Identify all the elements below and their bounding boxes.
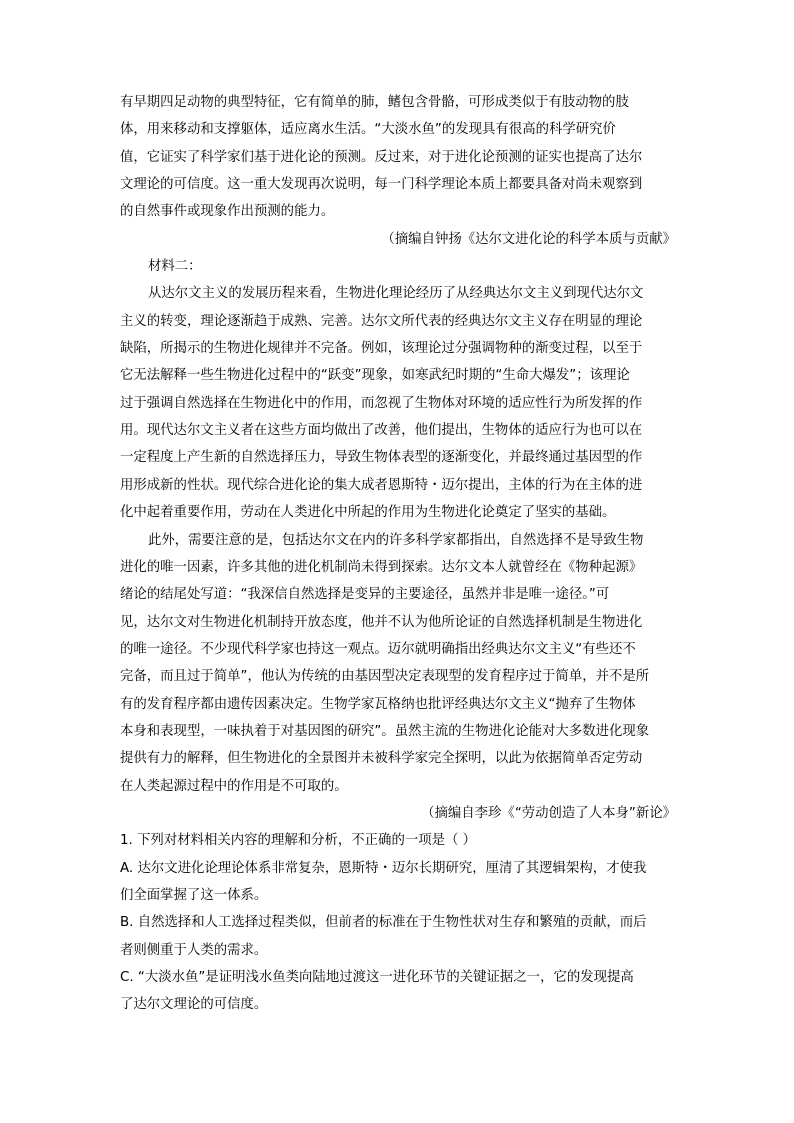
- material-one-tail: [120, 89, 676, 253]
- text-line: 用。现代达尔文主义者在这些方面均做出了改善，他们提出，生物体的适应行为也可以在: [120, 423, 643, 439]
- text-line: 文理论的可信度。这一重大发现再次说明，每一门科学理论本质上都要具备对尚未观察到: [120, 177, 643, 193]
- text-line: 们全面掌握了这一体系。: [120, 887, 268, 903]
- text-line: 有的发育程序都由遗传因素决定。生物学家瓦格纳也批评经典达尔文主义“抛弃了生物体: [120, 696, 636, 712]
- text-line: 体，用来移动和支撑躯体，适应离水生活。“大淡水鱼”的发现具有很高的科学研究价: [120, 122, 616, 138]
- material-two: [120, 253, 676, 827]
- text-line: 见，达尔文对生物进化机制持开放态度，他并不认为他所论证的自然选择机制是生物进化: [120, 614, 643, 630]
- text-line: 此外，需要注意的是，包括达尔文在内的许多科学家都指出，自然选择不是导致生物: [148, 532, 644, 548]
- text-line: 在人类起源过程中的作用是不可取的。: [120, 778, 348, 794]
- text-line: 绪论的结尾处写道：“我深信自然选择是变异的主要途径，虽然并非是唯一途径。”可: [120, 587, 610, 603]
- source-citation: （摘编自李珍《“劳动创造了人本身”新论》: [421, 805, 676, 821]
- paragraph: [120, 280, 676, 526]
- text-line: 者则侧重于人类的需求。: [120, 942, 268, 958]
- question-1: [120, 827, 676, 1018]
- option-b: [120, 909, 676, 964]
- text-line: 值，它证实了科学家们基于进化论的预测。反过来，对于进化论预测的证实也提高了达尔: [120, 149, 643, 165]
- section-heading: 材料二：: [148, 259, 202, 275]
- text-line: 的自然事件或现象作出预测的能力。: [120, 204, 335, 220]
- text-line: 从达尔文主义的发展历程来看，生物进化理论经历了从经典达尔文主义到现代达尔文: [148, 286, 644, 302]
- text-line: 提供有力的解释，但生物进化的全景图并未被科学家完全探明，以此为依据简单否定劳动: [120, 751, 643, 767]
- text-line: 本身和表现型，一味执着于对基因图的研究”。虽然主流的生物进化论能对大多数进化现象: [120, 723, 650, 739]
- option-a: [120, 855, 676, 910]
- question-stem: 1. 下列对材料相关内容的理解和分析，不正确的一项是（ ）: [120, 833, 477, 849]
- option-c: [120, 964, 676, 1019]
- text-line: 进化的唯一因素，许多其他的进化机制尚未得到探索。达尔文本人就曾经在《物种起源》: [120, 559, 643, 575]
- text-line: 化中起着重要作用，劳动在人类进化中所起的作用为生物进化论奠定了坚实的基础。: [120, 505, 616, 521]
- text-line: 缺陷，所揭示的生物进化规律并不完备。例如，该理论过分强调物种的渐变过程，以至于: [120, 341, 643, 357]
- source-citation: （摘编自钟扬《达尔文进化论的科学本质与贡献》: [381, 231, 676, 247]
- text-line: 有早期四足动物的典型特征，它有简单的肺，鳍包含骨骼，可形成类似于有肢动物的肢: [120, 95, 629, 110]
- paragraph: [120, 527, 676, 800]
- text-line: 完备，而且过于简单”，他认为传统的由基因型决定表现型的发育程序过于简单，并不是所: [120, 669, 650, 685]
- text-line: 用形成新的性状。现代综合进化论的集大成者恩斯特・迈尔提出，主体的行为在主体的进: [120, 477, 643, 493]
- text-line: B. 自然选择和人工选择过程类似，但前者的标准在于生物性状对生存和繁殖的贡献，而后: [120, 915, 647, 931]
- text-line: 一定程度上产生新的自然选择压力，导致生物体表型的逐渐变化，并最终通过基因型的作: [120, 450, 643, 466]
- document-body: [120, 89, 676, 1019]
- text-line: 了达尔文理论的可信度。: [120, 997, 268, 1013]
- text-line: 它无法解释一些生物进化过程中的“跃变”现象，如寒武纪时期的“生命大爆发”；该理论: [120, 368, 630, 384]
- text-line: C. “大淡水鱼”是证明浅水鱼类向陆地过渡这一进化环节的关键证据之一，它的发现提高: [120, 970, 634, 985]
- text-line: 主义的转变，理论逐渐趋于成熟、完善。达尔文所代表的经典达尔文主义存在明显的理论: [120, 313, 643, 329]
- text-line: 过于强调自然选择在生物进化中的作用，而忽视了生物体对环境的适应性行为所发挥的作: [120, 395, 643, 411]
- text-line: 的唯一途径。不少现代科学家也持这一观点。迈尔就明确指出经典达尔文主义“有些还不: [120, 641, 636, 657]
- text-line: A. 达尔文进化论理论体系非常复杂，恩斯特・迈尔长期研究，厘清了其逻辑架构，才使我: [120, 860, 647, 876]
